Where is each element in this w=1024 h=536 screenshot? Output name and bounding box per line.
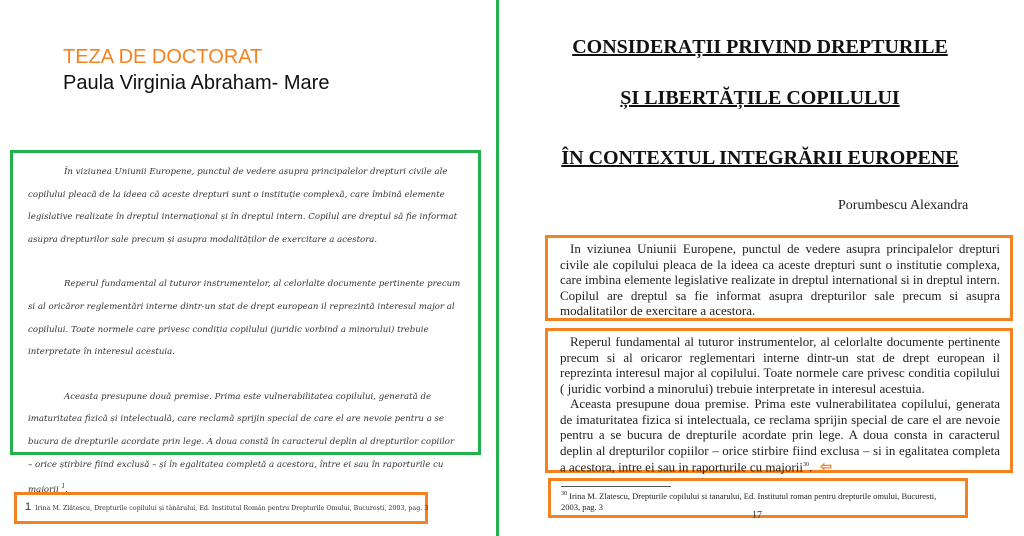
left-paragraph-4-text: – orice știrbire fiind exclusă – și în egalitatea completă a acestora, între ei sau în raporturile cu majorii xyxy=(28,459,444,495)
right-text-box-1 xyxy=(545,235,1013,321)
right-title-line-3: ÎN CONTEXTUL INTEGRĂRII EUROPENE xyxy=(561,147,959,169)
arrow-left-icon: ⇦ xyxy=(820,460,832,476)
right-author: Porumbescu Alexandra xyxy=(838,198,969,213)
left-paragraph-2: Reperul fundamental al tuturor instrumentelor, al celorlalte documente pertinente precum si al oricăror reglementări interne dintr-un stat de drept european il reprezintă interesul major al copilului. Toate normele care privesc condiția copilului (juridic vorbind a minorului) trebuie interpretate în interesul acestuia. xyxy=(28,279,461,358)
right-title-line-1: CONSIDERAȚII PRIVIND DREPTURILE xyxy=(572,36,948,58)
right-footnote-ref: 30 xyxy=(802,462,809,468)
left-paragraph-3: Aceasta presupune două premise. Prima este vulnerabilitatea copilului, generată de imaturitatea fizică și intelectuală, care reclamă sprijin special de care el are nevoie pentru a se bucura de drepturile acordate prin lege. A doua constă în caracterul deplin al drepturilor copiilor xyxy=(28,391,455,447)
right-title-line-2: ȘI LIBERTĂȚILE COPILULUI xyxy=(620,87,900,109)
left-footnote-ref: 1 xyxy=(61,483,66,491)
right-text-box-2 xyxy=(545,328,1013,476)
footnote-rule xyxy=(561,486,671,487)
page-divider xyxy=(496,0,499,536)
right-paragraph-3-text: Aceasta presupune doua premise. Prima este vulnerabilitatea copilului, generata de imaturitatea fizica si intelectuala, ce reclama sprijin special de care el are nevoie pentru a se bucura de drepturile acordate prin lege. A doua consta in caracterul deplin al drepturilor copiilor – orice stirbire fiind exclusa – si in egalitatea completa a acestora, intre ei sau in raporturile cu majorii xyxy=(560,396,1000,475)
right-paragraph-3: Aceasta presupune doua premise. Prima este vulnerabilitatea copilului, generata de imaturitatea fizica si intelectuala, ce reclama sprijin special de care el are nevoie pentru a se bucura de drepturile acordate prin lege. A doua consta in caracterul deplin al drepturilor copiilor – orice stirbire fiind exclusa – si in egalitatea completa a acestora, intre ei sau in raporturile cu majorii$^{30}$. ⇦ xyxy=(560,396,1000,476)
left-footnote-number: 1 xyxy=(25,501,32,513)
page-number: 17 xyxy=(752,510,762,521)
left-text-box xyxy=(10,150,481,495)
right-paragraph-2: Reperul fundamental al tuturor instrumentelor, al celorlalte documente pertinente precum si al oricaror reglementari interne dintr-un stat de drept european il reprezinta interesul major al copilului. Toate normele care privesc conditia copilului ( juridic vorbind a minorului) trebuie interpretate in interesul acestuia. xyxy=(560,334,1000,396)
thesis-label: TEZA DE DOCTORAT xyxy=(63,46,263,68)
left-footnote-text: Irina M. Zlătescu, Drepturile copilului și tânărului, Ed. Institutul Român pentru Drepturile Omului, București, 2003, pag. 3 xyxy=(35,505,429,512)
right-footnote-number: 30 xyxy=(561,491,567,497)
left-footnote-box xyxy=(14,492,428,524)
left-paragraph-1: În viziunea Uniunii Europene, punctul de vedere asupra principalelor drepturi civile ale copilului pleacă de la ideea că aceste drepturi sunt o instituție complexă, care îmbină elemente legislative realizate în dreptul internațional și în dreptul intern. Copilul are dreptul să fie informat asupra drepturilor sale precum și asupra modalităților de exercitare a acestora. xyxy=(28,167,458,245)
left-author: Paula Virginia Abraham- Mare xyxy=(63,72,330,94)
right-footnote-text: Irina M. Zlatescu, Drepturile copilului si tanarului, Ed. Institutul roman pentru drepturile omului, Bucuresti, 2003, pag. 3 xyxy=(561,490,937,512)
left-paragraph-4: – orice știrbire fiind exclusă – și în egalitatea completă a acestora, între ei sau în raporturile cu majorii $^1$. xyxy=(28,459,444,495)
right-paragraph-1: In viziunea Uniunii Europene, punctul de vedere asupra principalelor drepturi civile ale copilului pleaca de la ideea ca aceste drepturi sunt o institutie complexa, care imbina elemente legislative realizate in dreptul international si in dreptul intern. Copilul are dreptul sa fie informat asupra drepturilor sale precum si asupra modalitatilor de exercitare a acestora. xyxy=(560,241,1000,318)
